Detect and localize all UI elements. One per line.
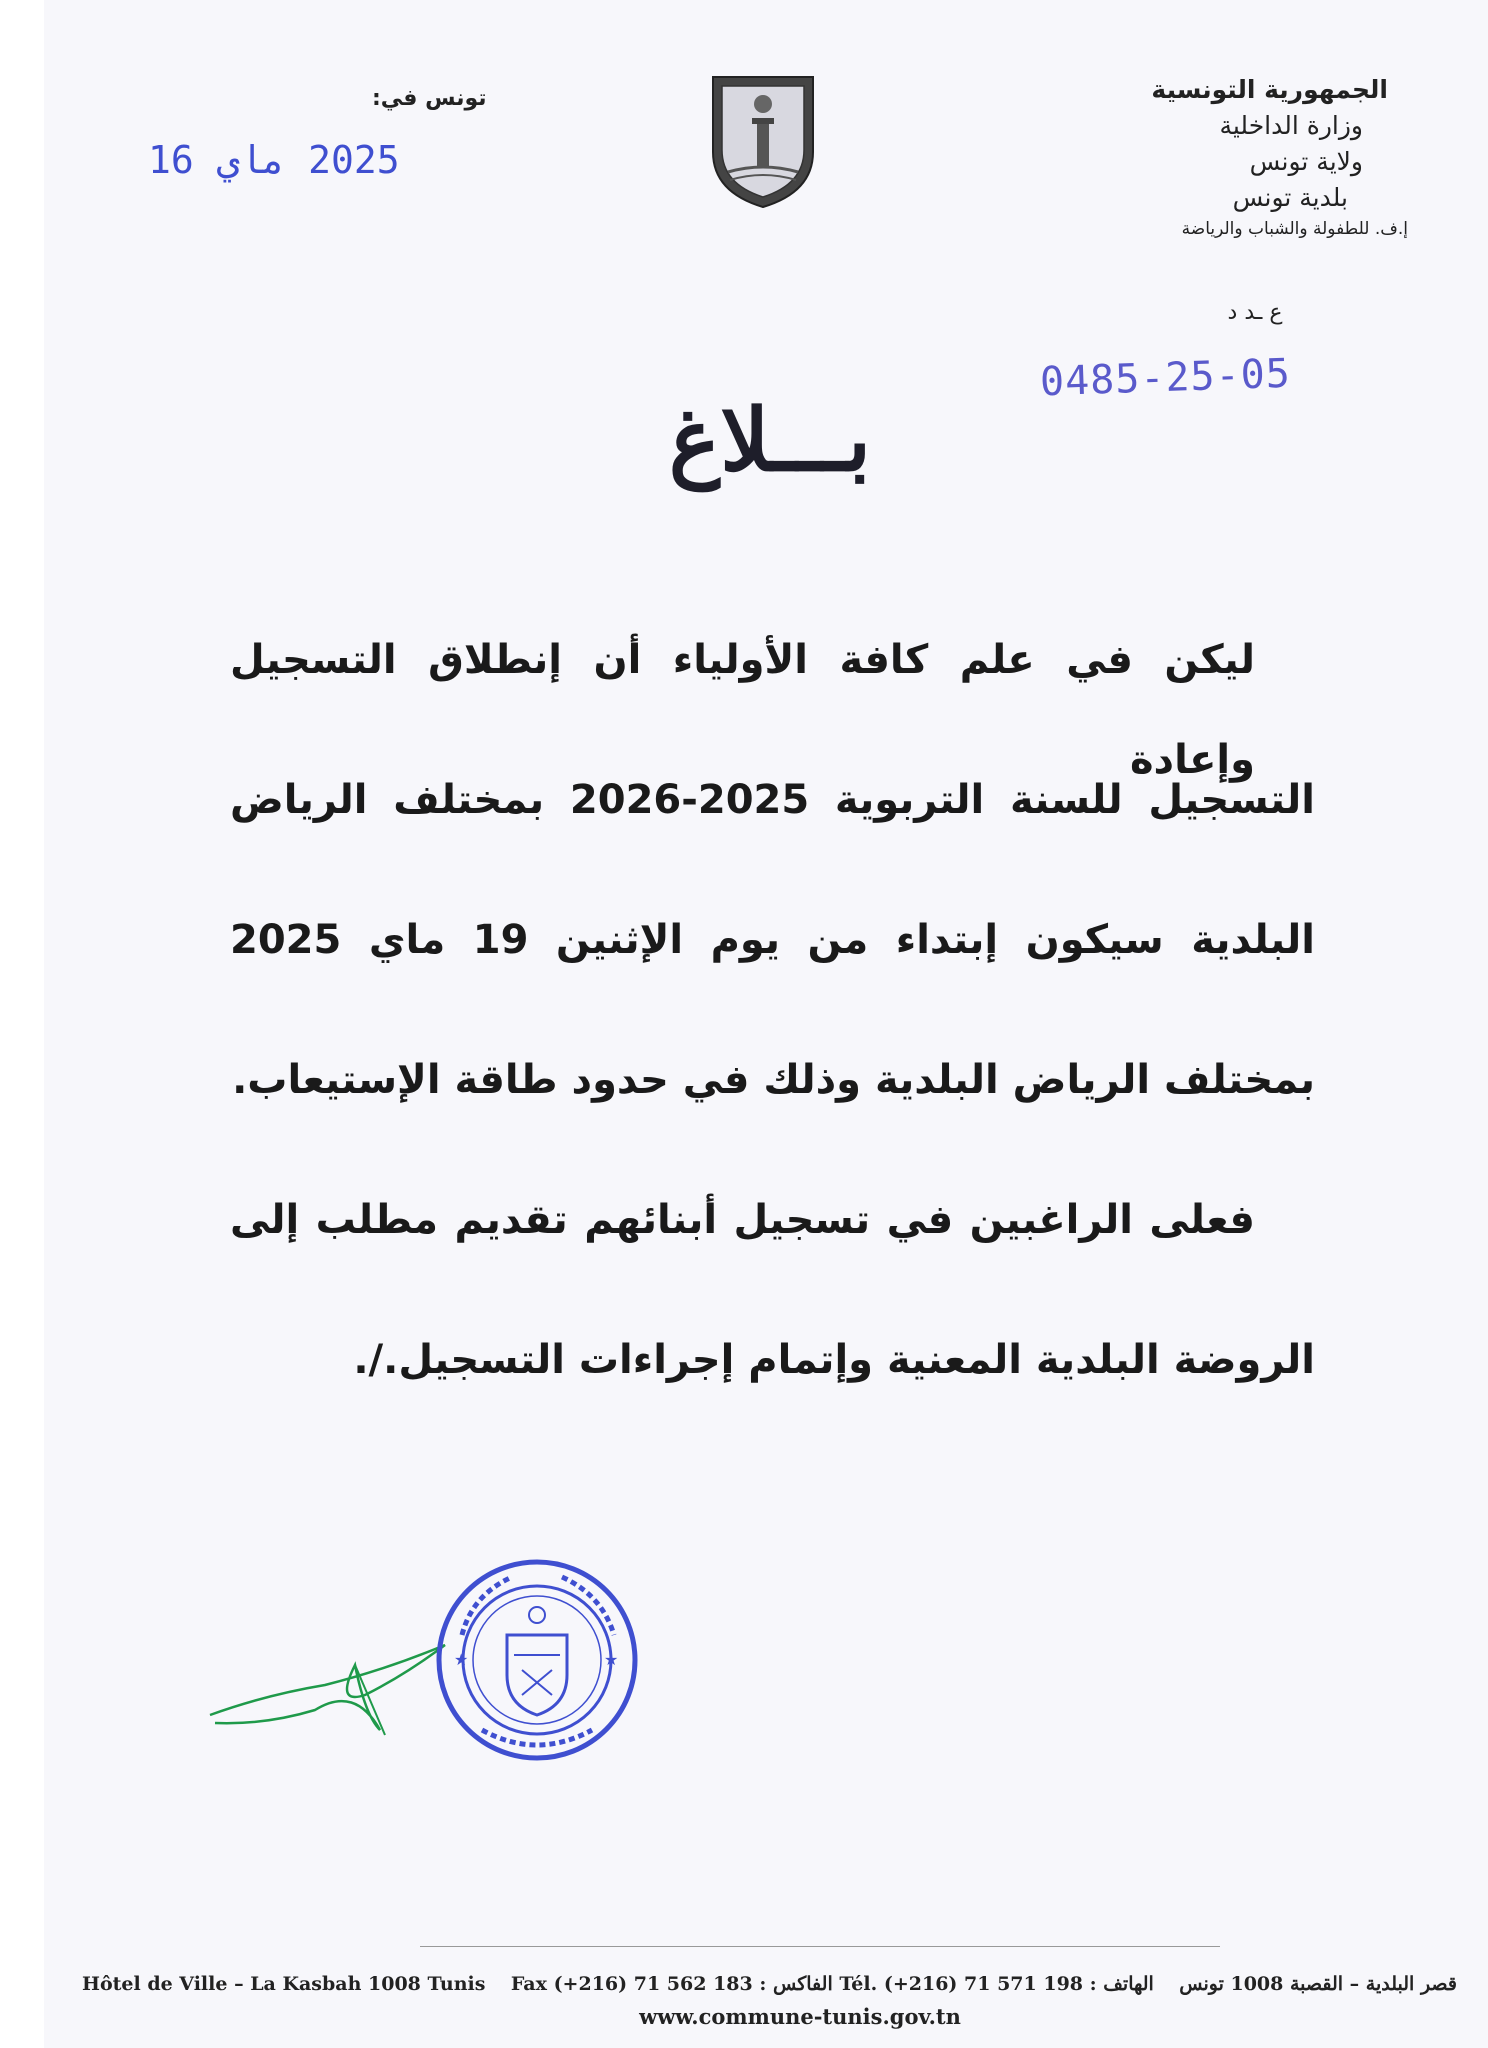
official-stamp-icon — [432, 1555, 642, 1765]
place-label: تونس في: — [372, 86, 487, 111]
body-line: ليكن في علم كافة الأولياء أن إنطلاق التسجيل وإعادة — [230, 637, 1255, 783]
scan-edge — [0, 0, 44, 2048]
letterhead — [1088, 72, 1408, 242]
municipality-name: بلدية تونس — [1232, 183, 1348, 212]
footer-address-fr: Hôtel de Ville – La Kasbah 1008 Tunis — [82, 1973, 486, 1995]
footer-phone-fax: Fax (+216) 71 562 183 : الفاكس Tél. (+216) 71 571 198 : الهاتف — [510, 1973, 1154, 1995]
reference-number: 0485-25-05 — [1039, 350, 1292, 406]
footer-address-ar: قصر البلدية – القصبة 1008 تونس — [1179, 1973, 1457, 1995]
footer-contact — [82, 1973, 1457, 1995]
republic-name: الجمهورية التونسية — [1151, 75, 1388, 104]
body-line: بمختلف الرياض البلدية وذلك في حدود طاقة الإستيعاب. — [232, 1057, 1315, 1103]
body-line: البلدية سيكون إبتداء من يوم الإثنين 19 ماي 2025 — [230, 917, 1315, 963]
footer-website: www.commune-tunis.gov.tn — [639, 2004, 961, 2029]
date-stamp: 2025 ماي 16 — [148, 138, 400, 182]
svg-text:★: ★ — [454, 1650, 469, 1669]
body-line: الروضة البلدية المعنية وإتمام إجراءات التسجيل./. — [353, 1337, 1315, 1383]
notice-title: بـــلاغ — [668, 390, 872, 491]
footer-divider — [420, 1946, 1220, 1947]
reference-label: ع ـد د — [1227, 300, 1283, 325]
svg-text:★: ★ — [604, 1650, 619, 1669]
body-line: فعلى الراغبين في تسجيل أبنائهم تقديم مطلب إلى — [230, 1197, 1255, 1243]
ministry-name: وزارة الداخلية — [1219, 111, 1363, 140]
notice-body — [230, 610, 1315, 1450]
body-line: التسجيل للسنة التربوية 2025-2026 بمختلف الرياض — [230, 777, 1315, 823]
municipality-emblem-icon — [708, 72, 818, 212]
department-name: إ.ف. للطفولة والشباب والرياضة — [1181, 219, 1408, 239]
governorate-name: ولاية تونس — [1249, 147, 1363, 176]
